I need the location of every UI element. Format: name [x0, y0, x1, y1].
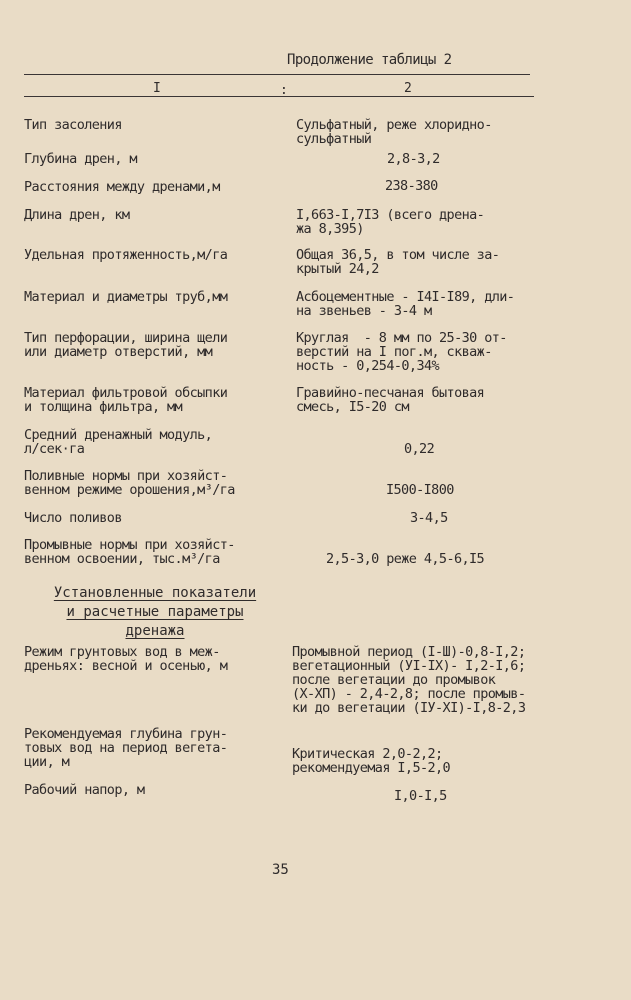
row-value: Сульфатный, реже хлоридно- сульфатный: [296, 117, 492, 147]
section-heading-line: дренажа: [125, 623, 185, 639]
row-param: Поливные нормы при хозяйст- венном режиме орошения,м³/га: [24, 468, 235, 498]
section-heading-line: и расчетные параметры: [66, 604, 244, 620]
row-value: 0,22: [404, 441, 435, 457]
column-separator: :: [280, 83, 288, 98]
row-value: I500-I800: [386, 482, 454, 498]
row-value: 3-4,5: [410, 510, 448, 526]
row-value: Асбоцементные - I4I-I89, дли- на звеньев - 3-4 м: [296, 289, 515, 319]
row-param: Удельная протяженность,м/га: [24, 247, 228, 263]
row-value: I,663-I,7I3 (всего дрена- жа 8,395): [296, 207, 485, 237]
row-value: Общая 36,5, в том числе за- крытый 24,2: [296, 247, 500, 277]
row-param: Рекомендуемая глубина грун- товых вод на период вегета- ции, м: [24, 726, 228, 770]
row-value: Гравийно-песчаная бытовая смесь, I5-20 см: [296, 385, 485, 415]
section-heading: [50, 584, 260, 641]
row-param: Тип перфорации, ширина щели или диаметр отверстий, мм: [24, 330, 228, 360]
row-value: I,0-I,5: [394, 788, 447, 804]
row-value: 238-380: [385, 178, 438, 194]
row-param: Число поливов: [24, 510, 122, 526]
row-param: Режим грунтовых вод в меж- дреньях: весной и осенью, м: [24, 644, 228, 674]
row-value: 2,8-3,2: [387, 151, 440, 167]
row-param: Средний дренажный модуль, л/сек·га: [24, 427, 213, 457]
column-1-number: I: [153, 81, 161, 96]
row-value: 2,5-3,0 реже 4,5-6,I5: [326, 551, 485, 567]
row-value: Круглая - 8 мм по 25-30 от- верстий на I пог.м, скваж- ность - 0,254-0,34%: [296, 330, 507, 374]
row-param: Рабочий напор, м: [24, 782, 145, 798]
table-caption: Продолжение таблицы 2: [287, 52, 452, 68]
header-bottom-rule: [24, 96, 534, 97]
column-2-number: 2: [404, 81, 412, 96]
row-param: Материал и диаметры труб,мм: [24, 289, 228, 305]
row-param: Материал фильтровой обсыпки и толщина фильтра, мм: [24, 385, 228, 415]
page-number: 35: [272, 862, 289, 878]
section-heading-line: Установленные показатели: [53, 585, 257, 601]
row-param: Глубина дрен, м: [24, 151, 137, 167]
row-param: Тип засоления: [24, 117, 122, 133]
header-top-rule: [24, 74, 530, 75]
row-param: Промывные нормы при хозяйст- венном освоении, тыс.м³/га: [24, 537, 235, 567]
row-value: Критическая 2,0-2,2; рекомендуемая I,5-2,0: [292, 746, 451, 776]
row-value: Промывной период (I-Ш)-0,8-I,2; вегетационный (УI-IX)- I,2-I,6; после вегетации до промывок (X-XП) - 2,4-2,8; после промыв- ки до вегетации (IУ-XI)-I,8-2,3: [292, 644, 526, 716]
row-param: Расстояния между дренами,м: [24, 179, 220, 195]
row-param: Длина дрен, км: [24, 207, 130, 223]
